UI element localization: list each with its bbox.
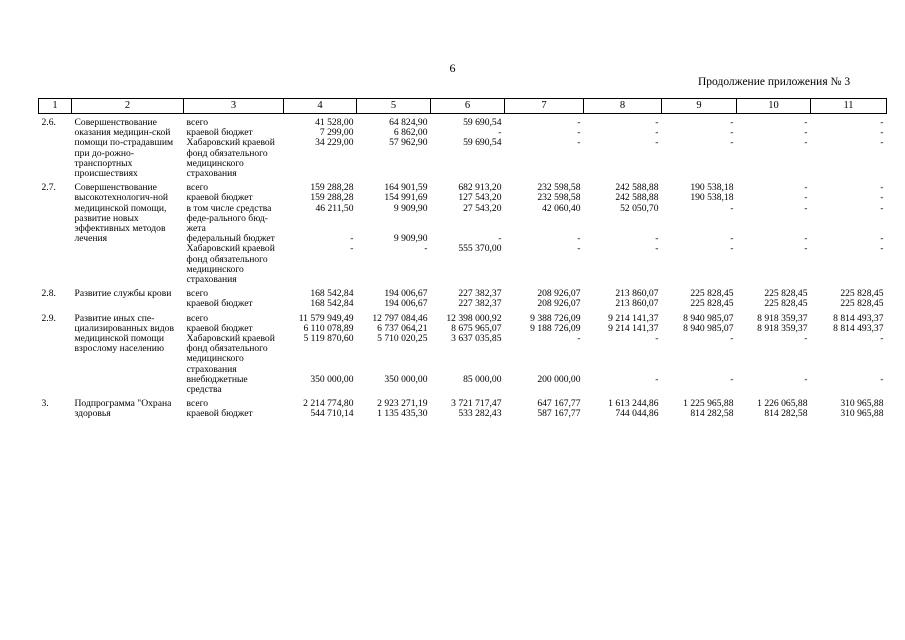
amount-cell: - xyxy=(880,244,884,255)
amount-cell: 6 110 078,89 xyxy=(303,323,354,334)
amount-cell: 8 918 359,37 xyxy=(757,313,808,324)
amount-cell: - xyxy=(880,234,884,245)
amount-cell: 3 721 717,47 xyxy=(451,399,502,410)
amount-cell: - xyxy=(880,203,884,214)
header-cell: 7 xyxy=(505,99,584,114)
amount-cell: - xyxy=(655,128,659,139)
amount-cell: 127 543,20 xyxy=(458,193,502,204)
amount-cell: 200 000,00 xyxy=(537,374,581,385)
amount-cell: 533 282,43 xyxy=(458,409,502,420)
amount-cell: - xyxy=(730,128,734,139)
amount-cell: 2 214 774,80 xyxy=(303,399,354,410)
amount-cell: 85 000,00 xyxy=(463,374,502,385)
amount-cell: 1 613 244,86 xyxy=(608,399,659,410)
table-row xyxy=(39,314,887,324)
amount-cell: 225 828,45 xyxy=(764,299,808,310)
funding-source: краевой бюджет xyxy=(186,323,253,334)
amount-cell: 225 828,45 xyxy=(840,289,884,300)
header-cell: 2 xyxy=(72,99,184,114)
header-row xyxy=(39,99,887,114)
amount-cell: - xyxy=(880,128,884,139)
amount-cell: - xyxy=(655,118,659,128)
amount-cell: 1 225 965,88 xyxy=(683,399,734,410)
amount-cell: 46 211,50 xyxy=(315,203,354,214)
amount-cell: - xyxy=(655,334,659,345)
amount-cell: - xyxy=(804,128,808,139)
amount-cell: - xyxy=(498,234,502,245)
header-cell: 8 xyxy=(584,99,662,114)
amount-cell: 544 710,14 xyxy=(310,409,354,420)
amount-cell: 8 814 493,37 xyxy=(833,323,884,334)
amount-cell: - xyxy=(730,138,734,149)
amount-cell: - xyxy=(577,244,581,255)
amount-cell: 59 690,54 xyxy=(463,118,502,128)
amount-cell: 57 962,90 xyxy=(389,138,428,149)
amount-cell: - xyxy=(880,334,884,345)
amount-cell: 9 214 141,37 xyxy=(608,313,659,324)
amount-cell: - xyxy=(804,374,808,385)
funding-source: федеральный бюджет xyxy=(186,234,275,245)
amount-cell: 744 044,86 xyxy=(615,409,659,420)
funding-source: Хабаровский краевой фонд обязательного медицинского страхования xyxy=(186,334,275,375)
funding-source: краевой бюджет xyxy=(186,193,253,204)
amount-cell: 213 860,07 xyxy=(615,299,659,310)
amount-cell: 8 814 493,37 xyxy=(833,313,884,324)
amount-cell: - xyxy=(577,128,581,139)
header-cell: 3 xyxy=(184,99,284,114)
amount-cell: 12 797 084,46 xyxy=(372,313,428,324)
amount-cell: 12 398 000,92 xyxy=(446,313,502,324)
amount-cell: 8 918 359,37 xyxy=(757,323,808,334)
amount-cell: - xyxy=(424,244,428,255)
amount-cell: - xyxy=(804,334,808,345)
amount-cell: - xyxy=(350,244,354,255)
amount-cell: 190 538,18 xyxy=(690,193,734,204)
amount-cell: 194 006,67 xyxy=(384,299,428,310)
header-cell: 5 xyxy=(357,99,431,114)
amount-cell: 232 598,58 xyxy=(537,183,581,194)
amount-cell: - xyxy=(730,244,734,255)
section-name: Совершенствование оказания медицин-ской помощи по-страдавшим при до-рожно-транспортных происшествиях xyxy=(74,118,174,180)
funding-source: Хабаровский краевой фонд обязательного медицинского страхования xyxy=(186,138,275,180)
amount-cell: 168 542,84 xyxy=(310,299,354,310)
table-row xyxy=(39,183,887,193)
amount-cell: - xyxy=(804,183,808,194)
section-number: 3. xyxy=(41,399,49,410)
amount-cell: 8 675 965,07 xyxy=(451,323,502,334)
funding-source: внебюджетные средства xyxy=(186,374,248,396)
amount-cell: 227 382,37 xyxy=(458,299,502,310)
amount-cell: 5 710 020,25 xyxy=(377,334,428,345)
page-number: 6 xyxy=(449,61,456,75)
amount-cell: 814 282,58 xyxy=(764,409,808,420)
amount-cell: - xyxy=(880,118,884,128)
header-cell: 1 xyxy=(39,99,72,114)
header-cell: 11 xyxy=(811,99,887,114)
header-cell: 9 xyxy=(662,99,737,114)
amount-cell: 310 965,88 xyxy=(840,409,884,420)
amount-cell: 814 282,58 xyxy=(690,409,734,420)
section-number: 2.8. xyxy=(41,289,56,300)
amount-cell: 310 965,88 xyxy=(840,399,884,410)
amount-cell: 9 909,90 xyxy=(393,203,428,214)
amount-cell: - xyxy=(880,183,884,194)
funding-source: краевой бюджет xyxy=(186,409,253,420)
section-number: 2.9. xyxy=(41,313,56,324)
amount-cell: 27 543,20 xyxy=(463,203,502,214)
amount-cell: - xyxy=(655,374,659,385)
amount-cell: 168 542,84 xyxy=(310,289,354,300)
amount-cell: - xyxy=(655,234,659,245)
amount-cell: 59 690,54 xyxy=(463,138,502,149)
amount-cell: 242 588,88 xyxy=(615,183,659,194)
amount-cell: 7 299,00 xyxy=(319,128,354,139)
amount-cell: - xyxy=(730,374,734,385)
amount-cell: 11 579 949,49 xyxy=(298,313,354,324)
table-row xyxy=(39,118,887,128)
table-row xyxy=(39,289,887,299)
funding-source: в том числе средства феде-рального бюд-жета xyxy=(186,203,272,235)
amount-cell: - xyxy=(498,128,502,139)
amount-cell: 5 119 870,60 xyxy=(303,334,354,345)
amount-cell: - xyxy=(804,193,808,204)
amount-cell: - xyxy=(804,118,808,128)
amount-cell: 208 926,07 xyxy=(537,289,581,300)
amount-cell: - xyxy=(804,203,808,214)
amount-cell: 227 382,37 xyxy=(458,289,502,300)
amount-cell: 225 828,45 xyxy=(690,299,734,310)
amount-cell: 6 737 064,21 xyxy=(377,323,428,334)
continuation-title: Продолжение приложения № 3 xyxy=(698,76,851,88)
amount-cell: 9 188 726,09 xyxy=(530,323,581,334)
amount-cell: 3 637 035,85 xyxy=(451,334,502,345)
amount-cell: 1 226 065,88 xyxy=(757,399,808,410)
section-number: 2.6. xyxy=(41,118,56,128)
amount-cell: - xyxy=(804,138,808,149)
header-cell: 4 xyxy=(284,99,357,114)
header-cell: 6 xyxy=(431,99,505,114)
amount-cell: - xyxy=(655,244,659,255)
funding-source: краевой бюджет xyxy=(186,299,253,310)
budget-table xyxy=(38,98,887,420)
amount-cell: 190 538,18 xyxy=(690,183,734,194)
amount-cell: - xyxy=(804,234,808,245)
amount-cell: 64 824,90 xyxy=(389,118,428,128)
amount-cell: 159 288,28 xyxy=(310,193,354,204)
funding-source: всего xyxy=(186,313,209,324)
amount-cell: 42 060,40 xyxy=(542,203,581,214)
amount-cell: 41 528,00 xyxy=(315,118,354,128)
amount-cell: 159 288,28 xyxy=(310,183,354,194)
amount-cell: 555 370,00 xyxy=(458,244,502,255)
amount-cell: 232 598,58 xyxy=(537,193,581,204)
amount-cell: 587 167,77 xyxy=(537,409,581,420)
amount-cell: - xyxy=(880,374,884,385)
amount-cell: - xyxy=(730,334,734,345)
amount-cell: - xyxy=(880,193,884,204)
amount-cell: - xyxy=(730,118,734,128)
amount-cell: 52 050,70 xyxy=(620,203,659,214)
table-row xyxy=(39,399,887,409)
amount-cell: - xyxy=(880,138,884,149)
amount-cell: 225 828,45 xyxy=(764,289,808,300)
amount-cell: - xyxy=(577,118,581,128)
funding-source: всего xyxy=(186,399,209,410)
section-name: Подпрограмма "Охрана здоровья xyxy=(74,399,172,420)
amount-cell: 154 991,69 xyxy=(384,193,428,204)
amount-cell: 1 135 435,30 xyxy=(377,409,428,420)
section-name: Развитие иных спе-циализированных видов медицинской помощи взрослому населению xyxy=(74,313,174,355)
amount-cell: - xyxy=(577,138,581,149)
amount-cell: 8 940 985,07 xyxy=(683,313,734,324)
amount-cell: 164 901,59 xyxy=(384,183,428,194)
amount-cell: - xyxy=(350,234,354,245)
amount-cell: 9 909,90 xyxy=(393,234,428,245)
amount-cell: 9 388 726,09 xyxy=(530,313,581,324)
funding-source: Хабаровский краевой фонд обязательного медицинского страхования xyxy=(186,244,275,286)
funding-source: всего xyxy=(186,118,209,128)
amount-cell: 350 000,00 xyxy=(384,374,428,385)
amount-cell: 34 229,00 xyxy=(315,138,354,149)
amount-cell: 225 828,45 xyxy=(690,289,734,300)
amount-cell: 225 828,45 xyxy=(840,299,884,310)
amount-cell: - xyxy=(730,234,734,245)
amount-cell: 8 940 985,07 xyxy=(683,323,734,334)
amount-cell: 9 214 141,37 xyxy=(608,323,659,334)
funding-source: всего xyxy=(186,289,209,300)
amount-cell: - xyxy=(577,334,581,345)
amount-cell: 2 923 271,19 xyxy=(377,399,428,410)
amount-cell: 350 000,00 xyxy=(310,374,354,385)
amount-cell: - xyxy=(655,138,659,149)
section-number: 2.7. xyxy=(41,183,56,194)
funding-source: краевой бюджет xyxy=(186,128,253,139)
amount-cell: 682 913,20 xyxy=(458,183,502,194)
amount-cell: 208 926,07 xyxy=(537,299,581,310)
funding-source: всего xyxy=(186,183,209,194)
amount-cell: 242 588,88 xyxy=(615,193,659,204)
amount-cell: - xyxy=(730,203,734,214)
header-cell: 10 xyxy=(737,99,811,114)
amount-cell: 647 167,77 xyxy=(537,399,581,410)
amount-cell: - xyxy=(804,244,808,255)
amount-cell: 194 006,67 xyxy=(384,289,428,300)
section-name: Развитие службы крови xyxy=(74,289,172,300)
section-name: Совершенствование высокотехнологич-ной медицинской помощи, развитие новых эффективных методов лечения xyxy=(74,183,169,245)
amount-cell: 6 862,00 xyxy=(393,128,428,139)
amount-cell: - xyxy=(577,234,581,245)
amount-cell: 213 860,07 xyxy=(615,289,659,300)
